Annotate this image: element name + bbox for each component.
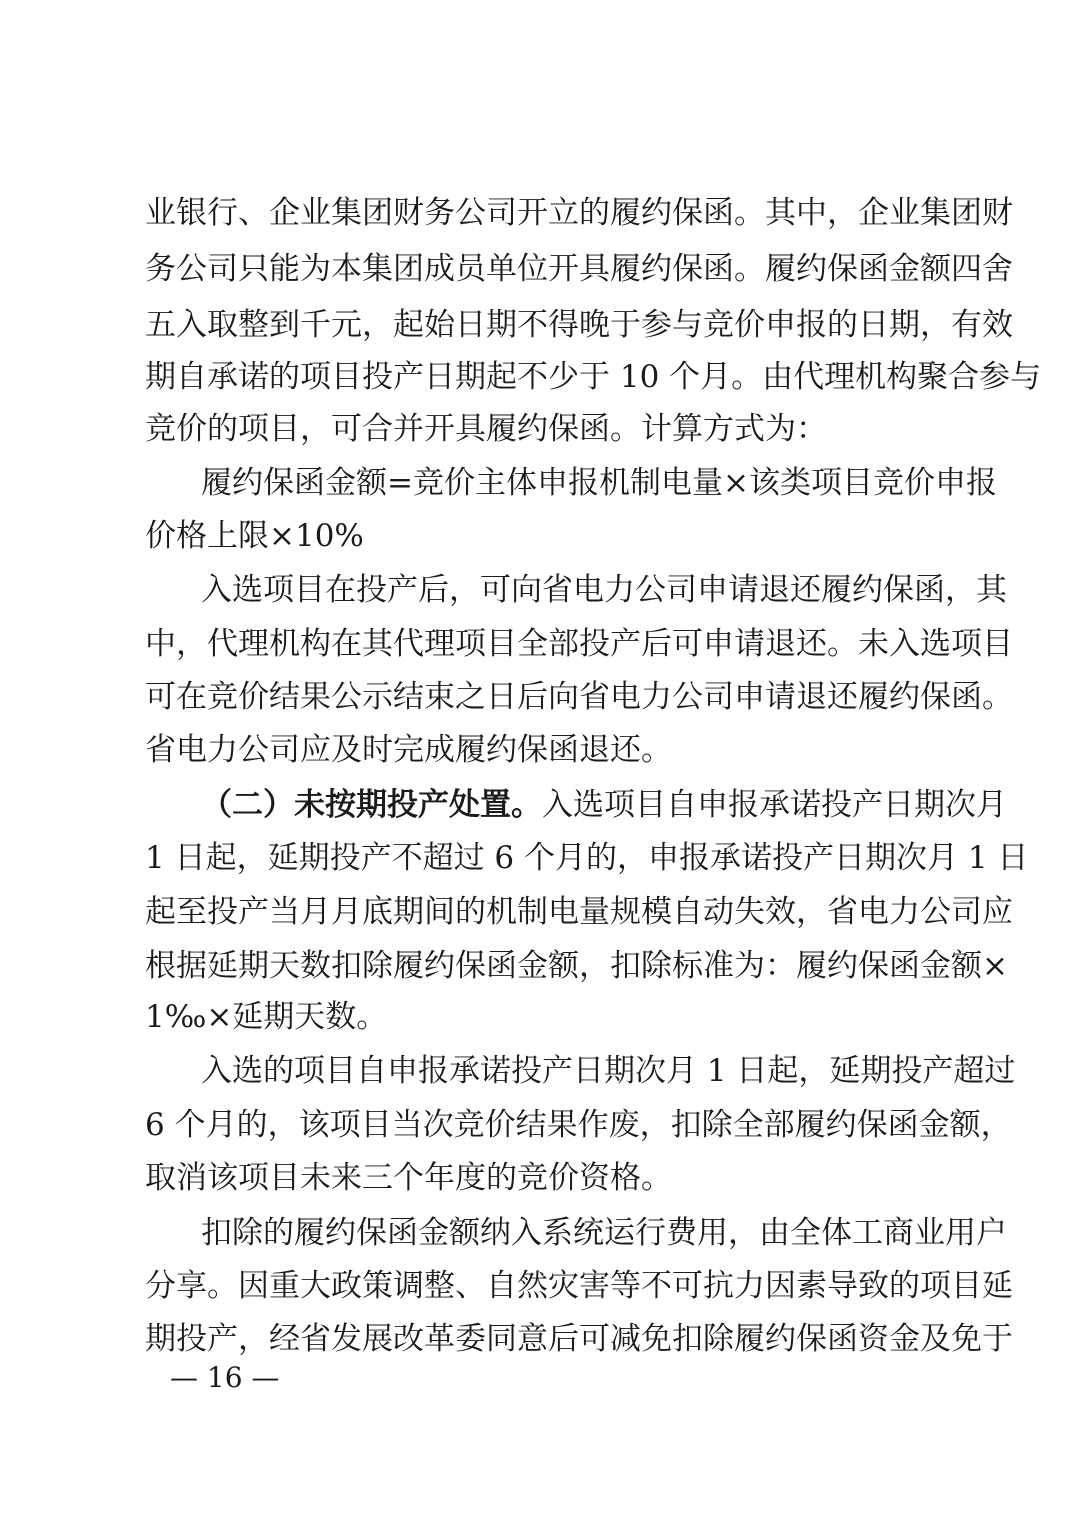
paragraph-line: 期自承诺的项目投产日期起不少于 10 个月。由代理机构聚合参与: [145, 359, 1042, 395]
paragraph-line: 期投产，经省发展改革委同意后可减免扣除履约保函资金及免于: [145, 1321, 1013, 1357]
paragraph-line: 起至投产当月月底期间的机制电量规模自动失效，省电力公司应: [145, 894, 1013, 930]
paragraph-line: 1 日起，延期投产不超过 6 个月的，申报承诺投产日期次月 1 日: [145, 840, 1029, 876]
page-number: — 16 —: [170, 1361, 280, 1394]
section-heading-text: 入选项目自申报承诺投产日期次月: [542, 787, 1007, 823]
paragraph-line: 根据延期天数扣除履约保函金额，扣除标准为：履约保函金额×: [145, 948, 1008, 984]
paragraph-line: 中，代理机构在其代理项目全部投产后可申请退还。未入选项目: [145, 626, 1013, 662]
paragraph-line: 入选项目在投产后，可向省电力公司申请退还履约保函，其: [201, 572, 1007, 608]
section-heading-line: [201, 778, 1007, 832]
paragraph-line: 五入取整到千元，起始日期不得晚于参与竞价申报的日期，有效: [145, 307, 1013, 343]
paragraph-line: 可在竞价结果公示结束之日后向省电力公司申请退还履约保函。: [145, 679, 1013, 715]
section-heading: （二）未按期投产处置。: [201, 787, 542, 823]
paragraph-line: 1‰×延期天数。: [145, 999, 388, 1035]
paragraph-line: 务公司只能为本集团成员单位开具履约保函。履约保函金额四舍: [145, 251, 1013, 287]
paragraph-line: 业银行、企业集团财务公司开立的履约保函。其中，企业集团财: [145, 195, 1013, 231]
formula-line: 价格上限×10%: [145, 518, 364, 554]
paragraph-line: 6 个月的，该项目当次竞价结果作废，扣除全部履约保函金额，: [145, 1107, 1012, 1143]
formula-line: 履约保函金额=竞价主体申报机制电量×该类项目竞价申报: [201, 465, 997, 501]
paragraph-line: 扣除的履约保函金额纳入系统运行费用，由全体工商业用户: [201, 1215, 1007, 1251]
paragraph-line: 入选的项目自申报承诺投产日期次月 1 日起，延期投产超过: [201, 1053, 1016, 1089]
paragraph-line: 取消该项目未来三个年度的竞价资格。: [145, 1160, 672, 1196]
paragraph-line: 竞价的项目，可合并开具履约保函。计算方式为：: [145, 411, 827, 447]
paragraph-line: 省电力公司应及时完成履约保函退还。: [145, 732, 672, 768]
paragraph-line: 分享。因重大政策调整、自然灾害等不可抗力因素导致的项目延: [145, 1268, 1013, 1304]
